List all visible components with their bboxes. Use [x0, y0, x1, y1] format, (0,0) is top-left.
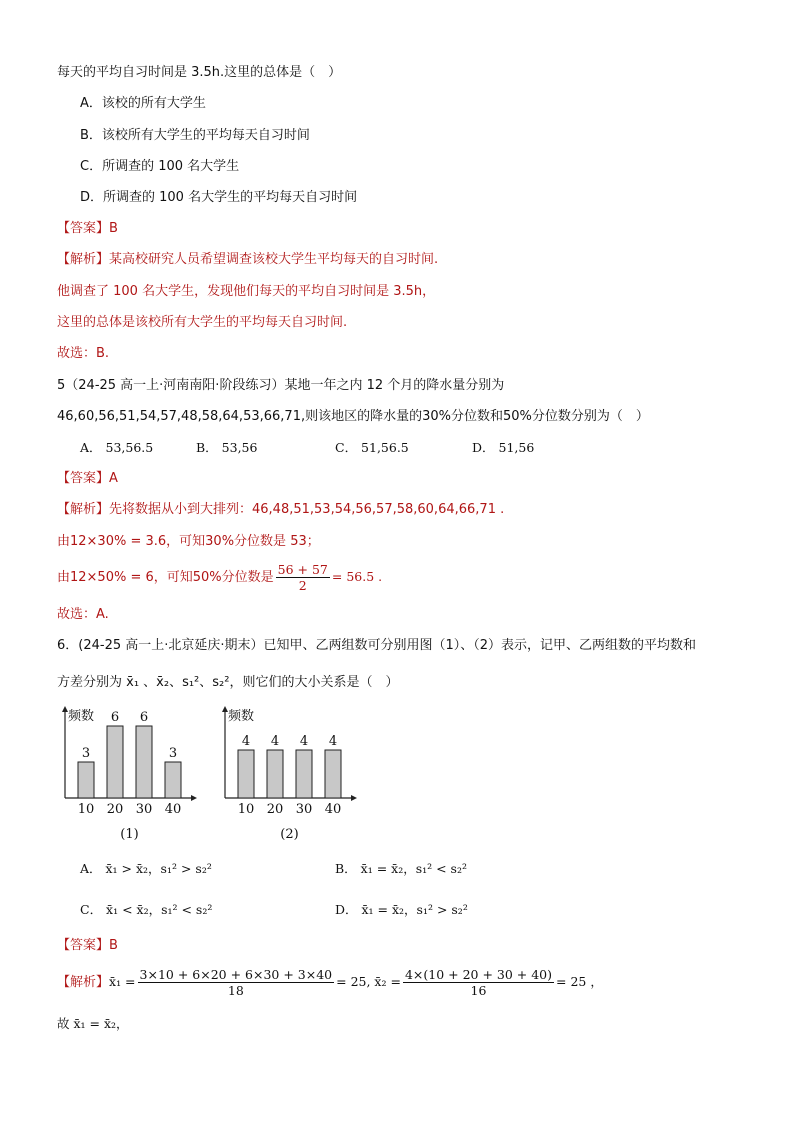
q5-analysis-3-pre: 由12×50% = 6，可知50%分位数是	[57, 570, 274, 585]
bar	[296, 750, 312, 798]
q6-stem-1: 6．(24-25 高一上·北京延庆·期末）已知甲、乙两组数可分别用图（1）、（2）表示，记甲、乙两组数的平均数和	[57, 638, 697, 653]
q6-x2-numerator: 4×(10 + 20 + 30 + 40)	[404, 967, 553, 982]
q4-stem-tail: 每天的平均自习时间是 3.5h.这里的总体是（ ）	[57, 65, 342, 80]
chart-caption: (2)	[280, 827, 299, 842]
bar-data-label: 3	[168, 746, 178, 761]
chart-caption: (1)	[120, 827, 139, 842]
q4-option-c: C．所调查的 100 名大学生	[80, 159, 240, 174]
q5-analysis-3-post: = 56.5 .	[331, 569, 383, 584]
q4-answer: 【答案】B	[57, 221, 118, 236]
bar-data-label: 3	[81, 746, 91, 761]
bar-data-label: 4	[241, 734, 251, 749]
q6-conclusion: 故 x̄₁ = x̄₂，	[57, 1016, 129, 1031]
q6-x1-mid: = 25, x̄₂ =	[336, 974, 401, 989]
bar	[238, 750, 254, 798]
x-tick-label: 10	[77, 802, 95, 817]
q4-conclusion: 故选：B.	[57, 346, 110, 361]
y-axis-label: 频数	[68, 709, 95, 724]
x-tick-label: 30	[295, 802, 313, 817]
x-tick-label: 10	[237, 802, 255, 817]
q4-analysis-1: 【解析】某高校研究人员希望调查该校大学生平均每天的自习时间.	[57, 252, 439, 267]
x-tick-label: 20	[106, 802, 124, 817]
q6-option-a: A． x̄₁ > x̄₂，s₁² > s₂²	[80, 861, 212, 876]
q5-analysis-3	[57, 560, 382, 595]
q5-median-numerator: 56 + 57	[277, 562, 328, 577]
x-tick-label: 20	[266, 802, 284, 817]
q5-option-d: D． 51,56	[472, 440, 535, 455]
q6-x2-post: = 25 ，	[556, 974, 603, 989]
y-axis-label: 频数	[228, 709, 255, 724]
bar	[107, 726, 123, 798]
q5-option-c: C． 51,56.5	[335, 440, 409, 455]
bar	[136, 726, 152, 798]
q6-answer: 【答案】B	[57, 938, 118, 953]
bar-data-label: 4	[299, 734, 309, 749]
q4-analysis-2: 他调查了 100 名大学生，发现他们每天的平均自习时间是 3.5h，	[57, 284, 436, 299]
x-axis-arrow	[191, 795, 197, 801]
q6-stem-2: 方差分别为 x̄₁ 、x̄₂、s₁²、s₂²，则它们的大小关系是（ ）	[57, 675, 399, 690]
q5-option-a: A． 53,56.5	[80, 440, 154, 455]
q4-option-b: B．该校所有大学生的平均每天自习时间	[80, 128, 310, 143]
x-tick-label: 40	[324, 802, 342, 817]
q5-answer: 【答案】A	[57, 471, 118, 486]
q6-x1-lhs: x̄₁ =	[109, 974, 136, 989]
q5-median-denominator: 2	[298, 578, 307, 593]
q6-x1-fraction	[138, 967, 335, 998]
bar	[267, 750, 283, 798]
q6-option-b: B． x̄₁ = x̄₂，s₁² < s₂²	[335, 861, 467, 876]
chart-1	[55, 703, 205, 843]
bar	[165, 762, 181, 798]
q6-x1-denominator: 18	[227, 983, 244, 998]
q5-option-b: B． 53,56	[196, 440, 258, 455]
q6-analysis	[57, 964, 603, 1001]
q5-analysis-2: 由12×30% = 3.6，可知30%分位数是 53；	[57, 534, 320, 549]
q5-stem-2: 46,60,56,51,54,57,48,58,64,53,66,71,则该地区的降水量的30%分位数和50%分位数分别为（ ）	[57, 409, 649, 424]
bar-data-label: 4	[270, 734, 280, 749]
q6-option-d: D． x̄₁ = x̄₂，s₁² > s₂²	[335, 902, 468, 917]
q4-option-d: D．所调查的 100 名大学生的平均每天自习时间	[80, 190, 358, 205]
q4-analysis-3: 这里的总体是该校所有大学生的平均每天自习时间.	[57, 315, 348, 330]
bar	[325, 750, 341, 798]
q6-x2-denominator: 16	[470, 983, 487, 998]
bar	[78, 762, 94, 798]
chart-2	[215, 703, 365, 843]
bar-data-label: 6	[139, 710, 149, 725]
q6-analysis-label: 【解析】	[57, 975, 110, 990]
q6-option-c: C． x̄₁ < x̄₂，s₁² < s₂²	[80, 902, 213, 917]
bar-data-label: 6	[110, 710, 120, 725]
x-tick-label: 40	[164, 802, 182, 817]
x-axis-arrow	[351, 795, 357, 801]
q5-analysis-1: 【解析】先将数据从小到大排列：46,48,51,53,54,56,57,58,60,64,66,71 .	[57, 502, 505, 517]
q5-conclusion: 故选：A.	[57, 607, 109, 622]
q6-x2-fraction	[403, 967, 554, 998]
q4-option-a: A．该校的所有大学生	[80, 96, 206, 111]
q5-stem-1: 5（24-25 高一上·河南南阳·阶段练习）某地一年之内 12 个月的降水量分别为	[57, 378, 505, 393]
x-tick-label: 30	[135, 802, 153, 817]
q6-x1-numerator: 3×10 + 6×20 + 6×30 + 3×40	[139, 967, 333, 982]
q5-median-fraction	[276, 562, 330, 593]
bar-data-label: 4	[328, 734, 338, 749]
